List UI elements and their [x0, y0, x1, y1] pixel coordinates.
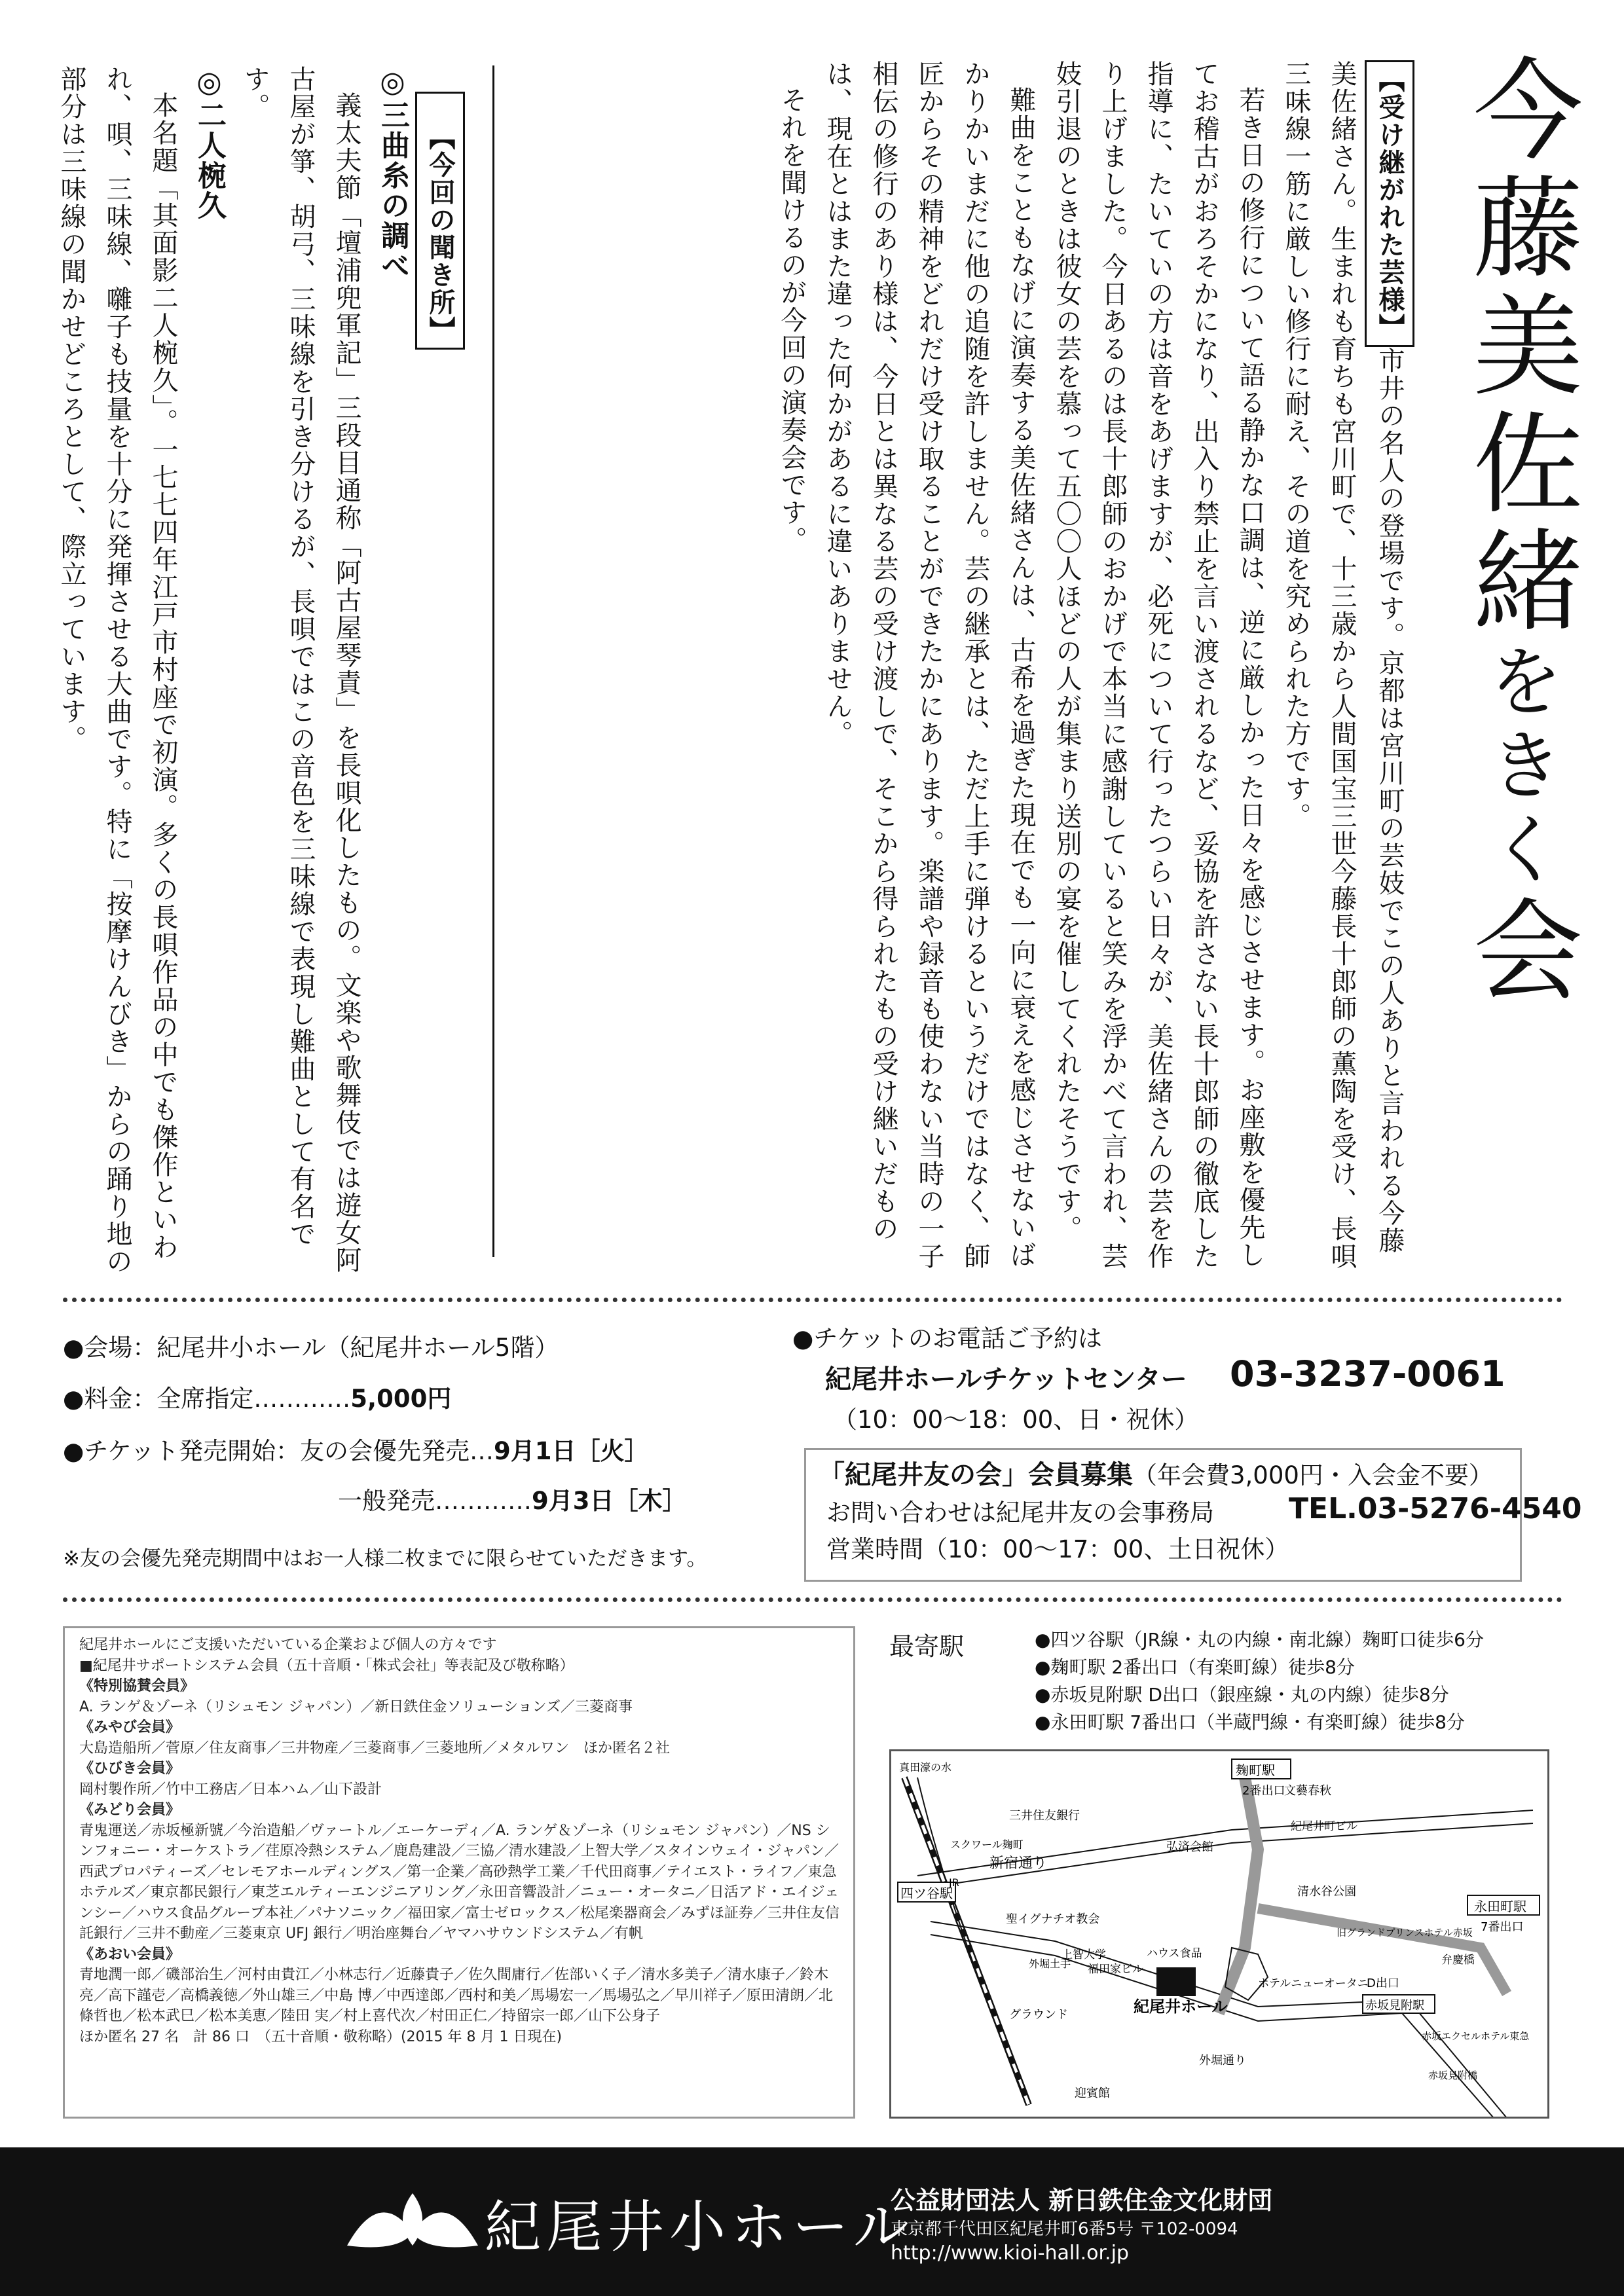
aoi-heading: 《あおい会員》: [79, 1946, 181, 1963]
venue-info: ●会場：紀尾井小ホール（紀尾井ホール5階）: [63, 1334, 559, 1362]
fukudaya-label: 福田家ビル: [1088, 1963, 1143, 1976]
prince-hotel-label: 旧グランドプリンスホテル赤坂: [1337, 1927, 1473, 1939]
supporters-list: [63, 1626, 855, 2119]
hall-building: [1156, 1967, 1196, 1996]
purchase-limit-note: ※友の会優先発売期間中はお一人様二枚までに限らせていただきます。: [63, 1547, 707, 1571]
sale-date: 9月1日［火］: [493, 1437, 649, 1465]
nearest-station-label: 最寄駅: [889, 1632, 965, 1661]
aoi-members: 青地潤一郎／磯部治生／河村由貴江／小林志行／近藤貴子／佐久間庸行／佐部いく子／清水多美子／清水康子／鈴木 亮／高下謹壱／高橋義徳／外山雄三／中島 博／中西達郎／西村和美／馬場宏一／馬場弘之／早川祥子／原田清朗／北條哲也／松本武巳／松本美恵／陸田 実／村上喜代次／村田正仁／持留宗一郎／山下公身子: [79, 1967, 833, 2024]
footer: [0, 2147, 1624, 2296]
station-kojimachi: ●麹町駅 2番出口（有楽町線）徒歩8分: [1035, 1656, 1355, 1678]
special-sponsor-members: A. ランゲ＆ゾーネ（リシュモン ジャパン）／新日鉄住金ソリューションズ／三菱商事: [79, 1698, 633, 1715]
highlights-heading: 【今回の聞き所】: [415, 92, 465, 350]
performer-introduction: [458, 60, 1414, 1278]
ignatius-church-label: 聖イグナチオ教会: [1006, 1912, 1100, 1926]
intro-heading: 【受け継がれた芸様】: [1365, 60, 1414, 347]
mitsuke-bridge-label: 赤坂見附橋: [1428, 2069, 1478, 2081]
event-title: [1454, 52, 1585, 1270]
hibiki-members: 岡村製作所／竹中工務店／日本ハム／山下設計: [79, 1781, 382, 1798]
title-particle: を: [1475, 642, 1564, 725]
fee-label: ●料金：全席指定…………: [63, 1385, 351, 1413]
sophia-university-label: 上智大学: [1061, 1948, 1106, 1961]
footer-organization: 公益財団法人 新日鉄住金文化財団: [891, 2186, 1273, 2215]
nagatacho-station-label: 永田町駅: [1474, 1899, 1526, 1914]
walk-route-kojimachi: [1219, 1777, 1258, 2013]
intro-paragraph-3: 難曲をこともなげに演奏する美佐緒さんは、古希を過ぎた現在でも一向に衰えを感じさせないばかりかいまだに他の追随を許しません。芸の継承とは、ただ上手に弾けるというだけではなく、師匠からその精神をどれだけ受け取ることができたかにあります。楽譜や録音も使わない当時の一子相伝の修行のあり様は、今日とは異なる芸の受け渡しで、そこから得られたもの受け継いだものは、現在とはまた違った何かがあるに違いありません。: [822, 60, 1036, 1270]
kioi-leaf-logo-icon: [341, 2174, 485, 2272]
yotsuya-station-label: 四ツ谷駅: [900, 1886, 953, 1901]
access-map: [889, 1749, 1549, 2119]
house-foods-label: ハウス食品: [1147, 1947, 1202, 1960]
ground-label: グラウンド: [1009, 2008, 1068, 2022]
footer-address: 東京都千代田区紀尾井町6番5号 〒102-0094: [891, 2219, 1238, 2239]
fee-info: [63, 1383, 451, 1415]
sotobori-road-bottom: [931, 1935, 1494, 2117]
membership-hours: 営業時間（10：00〜17：00、土日祝休）: [826, 1535, 1289, 1563]
membership-title: [819, 1459, 1493, 1492]
shinjuku-dori-label: 新宿通り: [989, 1855, 1048, 1872]
title-performer: 今藤美佐緒: [1455, 52, 1583, 642]
general-sale-info: [338, 1485, 687, 1518]
mitsui-bank-label: 三井住友銀行: [1009, 1809, 1080, 1823]
sotobori-dote-label: 外堀土手: [1029, 1958, 1071, 1970]
piece-1-title: ◎三曲糸の調べ: [376, 65, 409, 281]
sale-label: ●チケット発売開始：友の会優先発売…: [63, 1437, 494, 1465]
miyabi-heading: 《みやび会員》: [79, 1719, 181, 1736]
map-graphic: [891, 1751, 1547, 2117]
station-nagatacho: ●永田町駅 7番出口（半蔵門線・有楽町線）徒歩8分: [1035, 1711, 1465, 1733]
moat-water-label: 真田濠の水: [899, 1761, 952, 1774]
kojimachi-station-label: 麹町駅: [1236, 1762, 1275, 1778]
miyabi-members: 大島造船所／菅原／住友商事／三井物産／三菱商事／三菱地所／メタルワン ほか匿名２社: [79, 1740, 671, 1757]
sale-start-info: [63, 1435, 648, 1468]
benkei-bridge-label: 弁慶橋: [1441, 1954, 1475, 1967]
membership-contact: お問い合わせは紀尾井友の会事務局: [826, 1499, 1214, 1527]
jr-label: JR: [949, 1876, 959, 1889]
dotted-separator: [63, 1298, 1562, 1302]
akasaka-exit-label: D出口: [1367, 1977, 1399, 1990]
membership-phone[interactable]: TEL.03-5276-4540: [1289, 1492, 1582, 1525]
intro-paragraph-2: 若き日の修行について語る静かな口調は、逆に厳しかった日々を感じさせます。お座敷を優先してお稽古がおろそかになり、出入り禁止を言い渡されるなど、妥協を許さない長十郎師の徹底した指導に、たいていの方は音をあげますが、必死について行ったつらい日々が、美佐緒さんの芸を作り上げました。今日あるのは長十郎師のおかげで本当に感謝していると笑みを浮かべて言われ、芸妓引退のときは彼女の芸を慕って五〇〇人ほどの人が集まり送別の宴を催してくれたそうです。: [1052, 60, 1265, 1270]
kojimachi-exit-label: 2番出口: [1242, 1784, 1285, 1798]
general-sale-label: 一般発売…………: [338, 1487, 532, 1515]
excel-hotel-label: 赤坂エクセルホテル東急: [1422, 2030, 1530, 2042]
piece-2-description: 本名題「其面影二人椀久」。一七七四年江戸市村座で初演。多くの長唄作品の中でも傑作といわれ、唄、三味線、囃子も技量を十分に発揮させる大曲です。特に「按摩けんびき」からの踊り地の部分は三味線の聞かせどころとして、際立っています。: [56, 65, 178, 1275]
square-kojimachi-label: スクワール麹町: [950, 1838, 1024, 1851]
support-system-heading: ■紀尾井サポートシステム会員（五十音順・「株式会社」等表記及び敬称略）: [79, 1657, 574, 1674]
kousai-kaikan-label: 弘済会館: [1166, 1840, 1213, 1854]
geihinkan-label: 迎賓館: [1075, 2086, 1110, 2100]
station-yotsuya: ●四ツ谷駅（JR線・丸の内線・南北線）麹町口徒歩6分: [1035, 1629, 1484, 1650]
akasaka-station-label: 赤坂見附駅: [1365, 1999, 1424, 2013]
piece-1-description: 義太夫節「壇浦兜軍記」三段目通称「阿古屋琴責」を長唄化したもの。文楽や歌舞伎では遊女阿古屋が箏、胡弓、三味線を引き分けるが、長唄ではこの音色を三味線で表現し難曲として有名です。: [240, 65, 361, 1274]
hotel-new-otani-label: ホテルニューオータニ: [1258, 1977, 1369, 1990]
title-kai: 会: [1455, 893, 1583, 1011]
ticket-phone-number[interactable]: 03-3237-0061: [1230, 1353, 1505, 1394]
shimizudani-park-label: 清水谷公園: [1297, 1885, 1356, 1899]
phone-reservation-label: ●チケットのお電話ご予約は: [792, 1324, 1102, 1353]
hall-map-label: 紀尾井ホール: [1134, 1997, 1228, 2016]
dotted-separator: [63, 1597, 1562, 1602]
station-list: [1035, 1626, 1484, 1736]
hibiki-heading: 《ひびき会員》: [79, 1760, 181, 1777]
membership-name: 「紀尾井友の会」会員募集: [819, 1460, 1133, 1490]
footer-website-link[interactable]: http://www.kioi-hall.or.jp: [891, 2242, 1129, 2265]
midori-members: 青鬼運送／赤坂極新號／今治造船／ヴァートル／エーケーディ／A. ランゲ＆ゾーネ（リシュモン ジャパン）／NS シンフォニー・オーケストラ／荏原冷熱システム／鹿島建設／三協／清水建設／上智大学／スタインウェイ・ジャパン／西武プロパティーズ／セレモアホールディングス／第一企業／高砂熱学工業／千代田商事／テイエスト・ライフ／東急ホテルズ／東京都民銀行／東芝エルティーエンジニアリング／永田音響設計／ニュー・オータニ／日活アド・エイジェンシー／ハウス食品グループ本社／パナソニック／福田家／富士ゼロックス／松尾楽器商会／みずほ証券／三井住友信託銀行／三井不動産／三菱東京 UFJ 銀行／明治座舞台／ヤマハサウンドシステム／有帆: [79, 1822, 840, 1942]
ticket-center-hours: （10：00〜18：00、日・祝休）: [833, 1406, 1199, 1434]
listening-highlights: [46, 65, 465, 1283]
piece-2-title: ◎二人椀久: [193, 65, 226, 221]
supporters-intro: 紀尾井ホールにご支援いただいている企業および個人の方々です: [79, 1637, 497, 1653]
kioi-building-label: 紀尾井町ビル: [1291, 1820, 1357, 1833]
sotobori-dori-label: 外堀通り: [1199, 2054, 1246, 2068]
ticket-center-name: 紀尾井ホールチケットセンター: [825, 1364, 1187, 1394]
bunshun-label: 文藝春秋: [1284, 1784, 1331, 1798]
footer-hall-name: 紀尾井小ホール: [485, 2195, 915, 2260]
special-sponsor-heading: 《特別協賛会員》: [79, 1678, 195, 1694]
column-divider: [492, 65, 494, 1257]
intro-paragraph-1: 市井の名人の登場です。京都は宮川町の芸妓でこの人ありと言われる今藤美佐緒さん。生まれも育ちも宮川町で、十三歳から人間国宝三世今藤長十郎師の薫陶を受け、長唄三味線一筋に厳しい修行に耐え、その道を究められた方です。: [1281, 60, 1405, 1270]
fee-value: 5,000円: [350, 1385, 452, 1413]
nagatacho-exit-label: 7番出口: [1481, 1920, 1524, 1934]
intro-paragraph-4: それを聞けるのが今回の演奏会です。: [777, 86, 807, 554]
supporters-footer-note: ほか匿名 27 名 計 86 口 （五十音順・敬称略）(2015 年 8 月 1 日現在): [79, 2028, 563, 2045]
general-sale-date: 9月3日［木］: [532, 1487, 687, 1515]
station-akasaka-mitsuke: ●赤坂見附駅 D出口（銀座線・丸の内線）徒歩8分: [1035, 1684, 1449, 1705]
midori-heading: 《みどり会員》: [79, 1802, 181, 1818]
membership-fee: （年会費3,000円・入会金不要）: [1133, 1461, 1493, 1489]
title-kiku: きく: [1475, 725, 1564, 893]
